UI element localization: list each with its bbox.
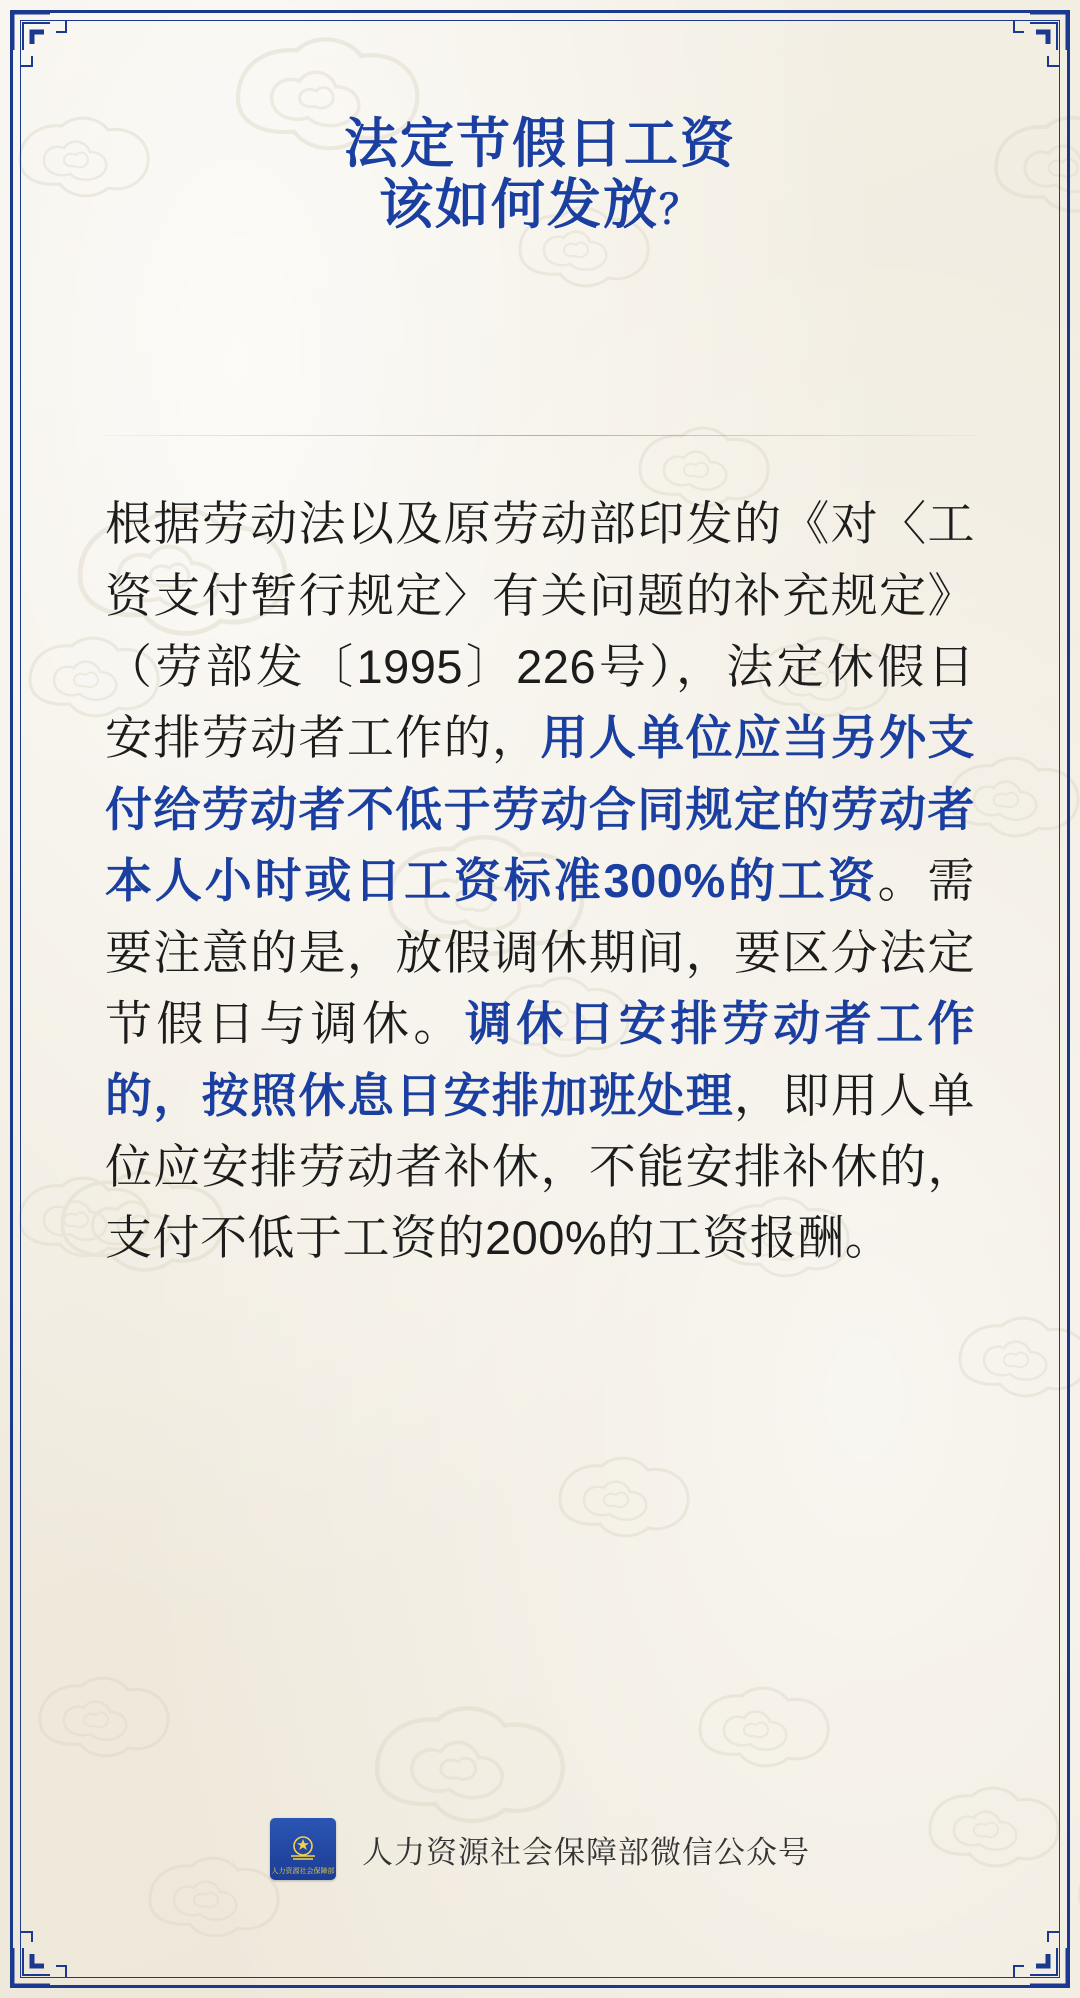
footer [0,1818,1080,1880]
emblem-caption: 人力资源社会保障部 [271,1868,335,1875]
body-segment-highlight: 用人单位应当另外支付给劳动者不低于劳动合同规定的劳动者本人小时或日工资标准300%的工资 [105,711,976,908]
page-title-question-mark: ？ [659,187,701,232]
national-emblem-icon [270,1818,336,1880]
page-title-line1: 法定节假日工资 [344,114,736,175]
body-paragraph [105,488,975,1274]
body-segment-plain: ，即用人单位应安排劳动者补休，不能安排补休的，支付不低于工资的200%的工资报酬。 [105,1068,976,1265]
body-segment-plain: 。需要注意的是，放假调休期间，要区分法定节假日与调休。 [105,854,975,1051]
body-segment-plain: 根据劳动法以及原劳动部印发的《对〈工资支付暂行规定〉有关问题的补充规定》（劳部发〔1995〕226号），法定休假日安排劳动者工作的， [105,497,975,765]
body-segment-highlight: 调休日安排劳动者工作的，按照休息日安排加班处理 [105,997,975,1122]
page-title-line2: 该如何发放 [379,174,659,235]
page-title [105,36,975,235]
footer-label: 人力资源社会保障部微信公众号 [362,1834,810,1870]
title-divider [105,435,975,436]
